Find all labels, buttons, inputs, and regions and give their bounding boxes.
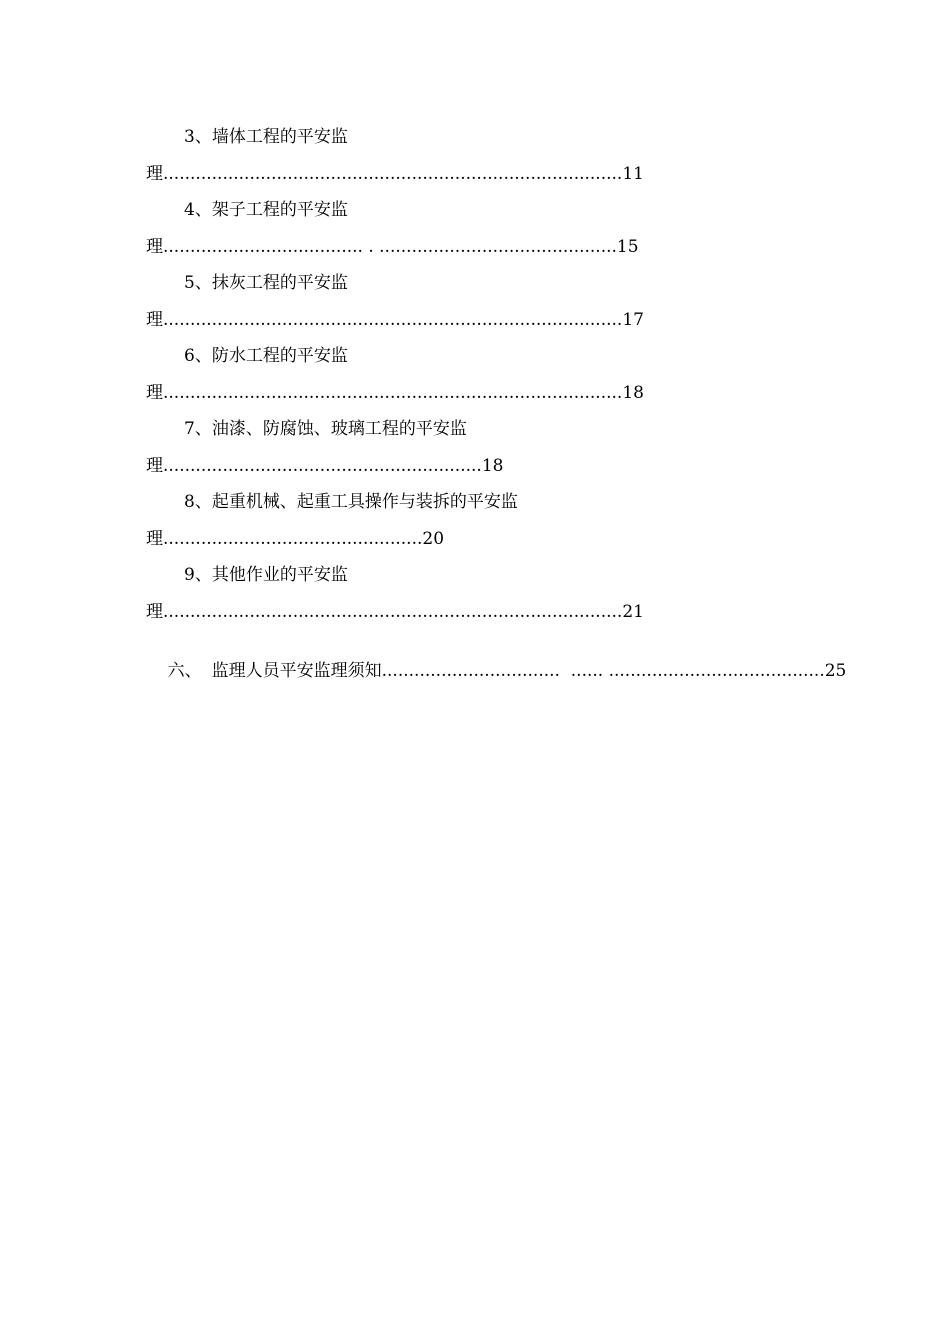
toc-entry-9-title[interactable]: 9、其他作业的平安监 bbox=[184, 565, 348, 585]
toc-entry-6-leader[interactable]: 理.....................................................................................18 bbox=[146, 383, 644, 403]
toc-entry-9-leader[interactable]: 理.....................................................................................21 bbox=[146, 602, 644, 622]
toc-section-text: 监理人员平安监理须知................................. ...... ........................................25 bbox=[211, 661, 847, 681]
toc-section-number: 六、 bbox=[167, 661, 202, 681]
toc-entry-5-title[interactable]: 5、抹灰工程的平安监 bbox=[184, 273, 348, 293]
toc-entry-4-leader[interactable]: 理..................................... . ............................................15 bbox=[146, 237, 639, 257]
toc-entry-3-leader[interactable]: 理.....................................................................................11 bbox=[146, 164, 644, 184]
toc-section-6[interactable] bbox=[146, 638, 846, 704]
toc-entry-7-title[interactable]: 7、油漆、防腐蚀、玻璃工程的平安监 bbox=[184, 419, 467, 439]
toc-entry-4-title[interactable]: 4、架子工程的平安监 bbox=[184, 200, 348, 220]
toc-entry-8-title[interactable]: 8、起重机械、起重工具操作与装拆的平安监 bbox=[184, 492, 518, 512]
toc-entry-8-leader[interactable]: 理................................................20 bbox=[146, 529, 445, 549]
toc-entry-3-title[interactable]: 3、墙体工程的平安监 bbox=[184, 127, 348, 147]
toc-entry-7-leader[interactable]: 理...........................................................18 bbox=[146, 456, 504, 476]
toc-entry-6-title[interactable]: 6、防水工程的平安监 bbox=[184, 346, 348, 366]
toc-entry-5-leader[interactable]: 理.....................................................................................17 bbox=[146, 310, 644, 330]
